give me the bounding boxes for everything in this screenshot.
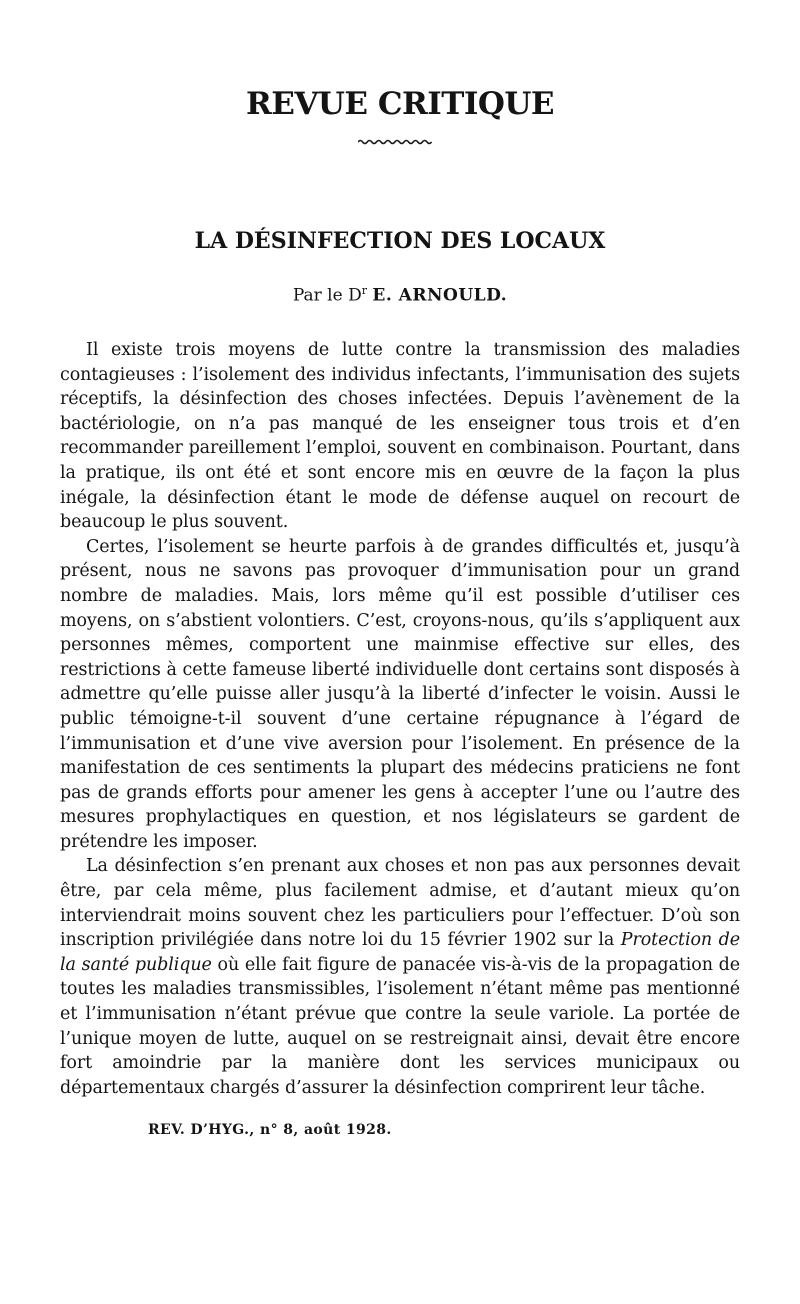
paragraph-3-text: La désinfection s’en prenant aux choses et non pas aux personnes devait être, par cela même, plus facilement admise, et d’autant mieux qu’on interviendrait moins souvent chez les particuliers pour l’effectuer. D’où son inscription privilégiée dans notre loi du 15 février 1902 sur la [60,856,740,951]
page-footer [148,1122,392,1138]
byline-prefix: Par le D [292,285,362,306]
author-name: E. ARNOULD. [372,285,508,306]
law-title: Protection de la santé publique [60,930,740,975]
paragraph-3-text-end: où elle fait figure de panacée vis-à-vis de la propagation de toutes les maladies transmissibles, l’isolement n’étant même pas mentionné et l’immunisation n’étant prévue que contre la seule variole. La portée de l’unique moyen de lutte, auquel on se restreignait ainsi, devait être encore fort amoindrie par la manière dont les services municipaux ou départementaux chargés d’assurer la désinfection comprirent leur tâche. [60,954,740,1098]
section-title: REVUE CRITIQUE [245,86,555,122]
paragraph-3 [60,854,740,1100]
article-body [60,338,740,1100]
issue-info: n° 8, août 1928. [260,1122,392,1138]
wavy-ornament [358,138,432,146]
paragraph-2 [60,535,740,855]
paragraph-2-text: Certes, l’isolement se heurte parfois à de grandes difficultés et, jusqu’à présent, nous ne savons pas provoquer d’immunisation pour un grand nombre de maladies. Mais, lors même qu’il est possible d’utiliser ces moyens, on s’abstient volontiers. C’est, croyons-nous, qu’ils s’appliquent aux personnes mêmes, comportent une mainmise effective sur elles, des restrictions à cette fameuse liberté individuelle dont certains sont disposés à admettre qu’elle puisse aller jusqu’à la liberté d’infecter le voisin. Aussi le public témoigne-t-il souvent d’une certaine répugnance à l’égard de l’immunisation et d’une vive aversion pour l’isolement. En présence de la manifestation de ces sentiments la plupart des médecins praticiens ne font pas de grands efforts pour amener les gens à accepter l’une ou l’autre des mesures prophylactiques en question, et nos législateurs se gardent de prétendre les imposer. [60,536,740,852]
journal-abbrev: REV. D’HYG., [148,1122,255,1138]
paragraph-1-text: Il existe trois moyens de lutte contre la transmission des maladies contagieuses : l’isolement des individus infectants, l’immunisation des sujets réceptifs, la désinfection des choses infectées. Depuis l’avènement de la bactériologie, on n’a pas manqué de les enseigner tous trois et d’en recommander pareillement l’emploi, souvent en combinaison. Pourtant, dans la pratique, ils ont été et sont encore mis en œuvre de la façon la plus inégale, la désinfection étant le mode de défense auquel on recourt de beaucoup le plus souvent. [60,340,740,533]
paragraph-1 [60,338,740,535]
byline-sup: r [361,284,367,297]
byline [0,284,800,306]
article-title: LA DÉSINFECTION DES LOCAUX [194,228,606,254]
